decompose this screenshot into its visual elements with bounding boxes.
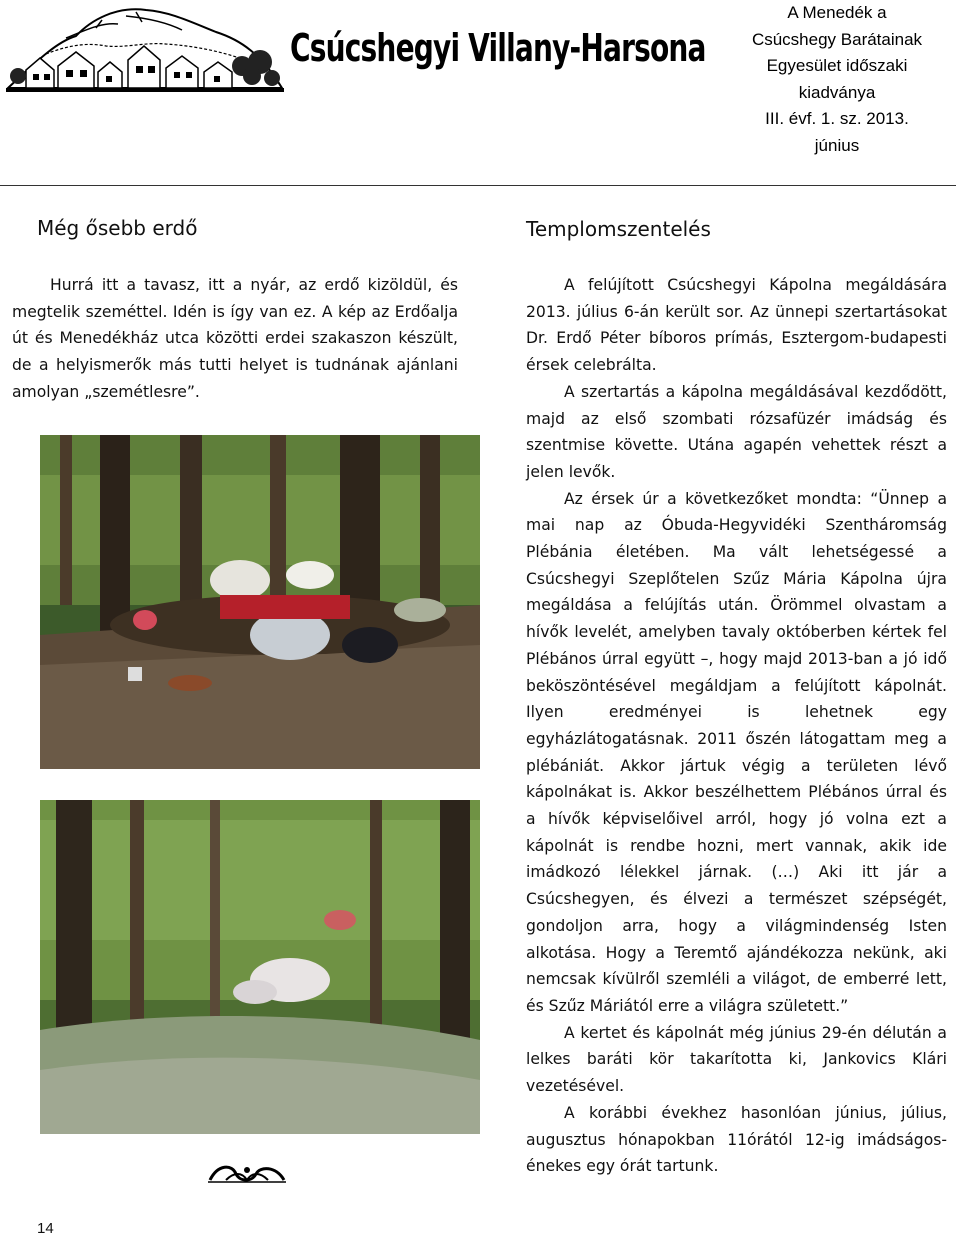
issue-line: III. évf. 1. sz. 2013. [765, 109, 909, 129]
left-article-heading: Még ősebb erdő [37, 216, 198, 240]
paragraph: A felújított Csúcshegyi Kápolna megáldására 2013. július 6-án került sor. Az ünnepi szertartásokat Dr. Erdő Péter bíboros prímás, Esztergom-budapesti érsek celebrálta. [526, 276, 947, 375]
left-article-body [12, 272, 458, 406]
forest-litter-photo-2 [40, 800, 480, 1134]
masthead [0, 0, 960, 186]
issue-line: kiadványa [798, 82, 876, 102]
decorative-flourish-icon [206, 1160, 288, 1188]
paragraph: A kertet és kápolnát még június 29-én délután a lelkes baráti kör takarította ki, Jankovics Klári vezetésével. [526, 1023, 947, 1096]
issue-line: A Menedék a [787, 3, 887, 22]
header-divider [0, 185, 956, 186]
paragraph: A korábbi évekhez hasonlóan június, július, augusztus hónapokban 11órától 12-ig imádságos-énekes egy órát tartunk. [526, 1103, 947, 1176]
paragraph: Hurrá itt a tavasz, itt a nyár, az erdő kizöldül, és megtelik szeméttel. Idén is így van ez. A kép az Erdőalja út és Menedékház utca közötti erdei szakaszon készült, de a helyismerők más tutti helyet is tudnának ajánlani amolyan „szemétlesre”. [12, 276, 458, 401]
page-number: 14 [37, 1220, 54, 1237]
right-article-body [526, 272, 947, 1180]
masthead-title: Csúcshegyi Villany-Harsona [290, 26, 706, 70]
issue-line: Csúcshegy Barátainak [751, 29, 923, 49]
village-hill-logo [6, 2, 284, 94]
right-article-heading: Templomszentelés [526, 217, 711, 241]
issue-line: június [814, 135, 860, 155]
forest-litter-photo-1 [40, 435, 480, 769]
issue-info [748, 0, 926, 160]
issue-line: Egyesület időszaki [766, 56, 908, 76]
paragraph: A szertartás a kápolna megáldásával kezdődött, majd az első szombati rózsafüzér imádság és szentmise követte. Utána agapén vehettek részt a jelen levők. [526, 382, 947, 481]
paragraph: Az érsek úr a következőket mondta: “Ünnep a mai nap az Óbuda-Hegyvidéki Szentháromság Plébánia életében. Ma vált lehetségessé a Csúcshegyi Szeplőtelen Szűz Mária Kápolna újra megáldása a felújítás után. Örömmel olvastam a hívők levelét, amelyben tavaly októberben kértek fel Plébános úrral együtt –, hogy majd 2013-ban a jó idő beköszöntésével megáldjam a felújított kápolnát. Ilyen eredményei is lehetnek egy egyházlátogatásnak. 2011 őszén látogattam meg a plébániát. Akkor jártuk végig a területen lévő kápolnákat is. Akkor beszélhettem Plébános úrral és a hívők képviselőivel arról, hogy jó volna ezt a kápolnát is rendbe hozni, mert vannak, akik ide imádkozó lélekkel járnak. (…) Aki itt jár a Csúcshegyen, és élvezi a természet szépségét, gondoljon arra, hogy a világmindenség Isten alkotása. Hogy a Teremtő ajándékozza nekünk, aki nemcsak kívülről szemléli a világot, de emberré lett, és Szűz Máriától erre a világra született.” [526, 489, 947, 1015]
